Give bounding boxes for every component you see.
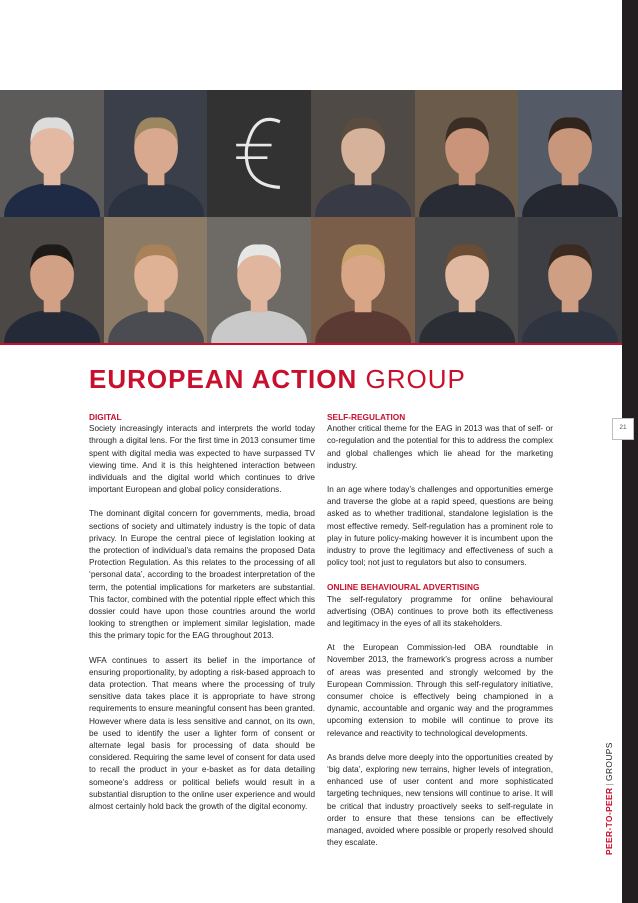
photo-woman-blonde-thinking <box>311 217 415 344</box>
body-paragraph: Another critical theme for the EAG in 2013 was that of self- or co-regulation and the potential for this to address the complex and global challenges which lie ahead for the marketing industry. <box>327 424 553 470</box>
body-paragraph: The dominant digital concern for governments, media, broad sections of society and ultimately industry is the topic of data privacy. In Europe the central piece of legislation looking at the protection of individual’s data remains the proposed Data Protection Regulation. As this relates to the processing of all ‘personal data’, according to the broadest interpretation of the term, the potential implications for marketers are substantial. This factor, combined with the potential ripple effect which this dossier could have upon those countries around the world looking to strengthen or implement similar legislation, made this the primary topic for the EAG throughout 2013. <box>89 509 315 641</box>
page-number: 21 <box>619 424 627 431</box>
page-title <box>89 364 466 395</box>
section-heading: DIGITAL <box>89 412 122 422</box>
body-paragraph: At the European Commission-led OBA roundtable in November 2013, the framework’s progress across a number of areas was presented and strongly welcomed by the European Commission. Through this self-regulatory initiative, consumer choice is effectively being championed in a dynamic, accountable and organic way and the programmes upcoming extension to mobile will continue to prove its relevance and reactivity to technological developments. <box>327 643 553 738</box>
photo-man-bald-glasses <box>415 90 519 217</box>
photo-man-glasses-blond <box>104 90 208 217</box>
body-paragraph: As brands delve more deeply into the opportunities created by ‘big data’, exploring new terrains, higher levels of integration, enhanced use of user content and more sophisticated targeting techniques, new tensions will continue to arise. It will be critical that industry proactively seeks to self-regulate in order to ensure that these tensions can be effectively managed, avoided where possible or properly resolved should they escalate. <box>327 752 553 848</box>
photo-man-profile-beard <box>518 90 622 217</box>
title-regular: GROUP <box>365 364 466 394</box>
photo-man-glasses-suit <box>0 90 104 217</box>
section-heading: ONLINE BEHAVIOURAL ADVERTISING <box>327 582 480 593</box>
section-label-separator: | <box>604 782 614 786</box>
right-column <box>327 411 553 862</box>
title-bold: EUROPEAN ACTION <box>89 364 358 394</box>
section-label <box>604 640 616 855</box>
photo-grid <box>0 90 622 343</box>
divider-rule <box>0 343 622 345</box>
section-heading: SELF-REGULATION <box>327 412 406 422</box>
section-label-text <box>604 742 614 855</box>
photo-man-elderly-glasses <box>207 217 311 344</box>
body-paragraph: Society increasingly interacts and interprets the world today through a digital lens. For the first time in 2013 consumer time spent with digital media was expected to have surpassed TV viewing time. And it is this heightened interaction between individuals and the digital world which continues to drive important European and global policy considerations. <box>89 424 315 495</box>
sidebar-bar <box>622 0 638 903</box>
body-paragraph: WFA continues to assert its belief in the importance of ensuring proportionality, by adopting a risk-based approach to data protection. That means where the processing of truly sensitive data takes place it is appropriate to have strong requirements to ensure meaningful consent has been granted. However where data is less sensitive and cannot, on its own, be used to identify the user a lighter form of consent or alternate legal basis for processing of data should be considered. Requiring the same level of consent for data used to recall the product in your e-basket as for data detailing someone’s address or political beliefs would result in a substantial disruption to the online user experience and would almost certainly hold back the growth of the digital economy. <box>89 655 315 812</box>
photo-man-reading <box>518 217 622 344</box>
section-label-bold: PEER-TO-PEER <box>604 787 614 855</box>
photo-euro-chalk <box>207 90 311 217</box>
body-paragraph: The self-regulatory programme for online behavioural advertising (OBA) continues to prove both its effectiveness and legitimacy in the eyes of all its stakeholders. <box>327 594 553 629</box>
photo-man-glasses-grey <box>311 90 415 217</box>
body-paragraph: In an age where today’s challenges and opportunities emerge and traverse the globe at a rapid speed, questions are being asked as to whether traditional, standalone legislation is the most effective remedy. Self-regulation has a prominent role to play in future policy-making however it is incumbent upon the industry to prove the legitimacy and effectiveness of such a policy tool; not just to regulators but also to consumers. <box>327 485 553 568</box>
photo-man-smiling <box>415 217 519 344</box>
section-label-regular: GROUPS <box>604 742 614 781</box>
photo-woman-earrings <box>104 217 208 344</box>
photo-man-dark-glasses <box>0 217 104 344</box>
page-number-box <box>612 418 634 440</box>
left-column <box>89 411 315 825</box>
